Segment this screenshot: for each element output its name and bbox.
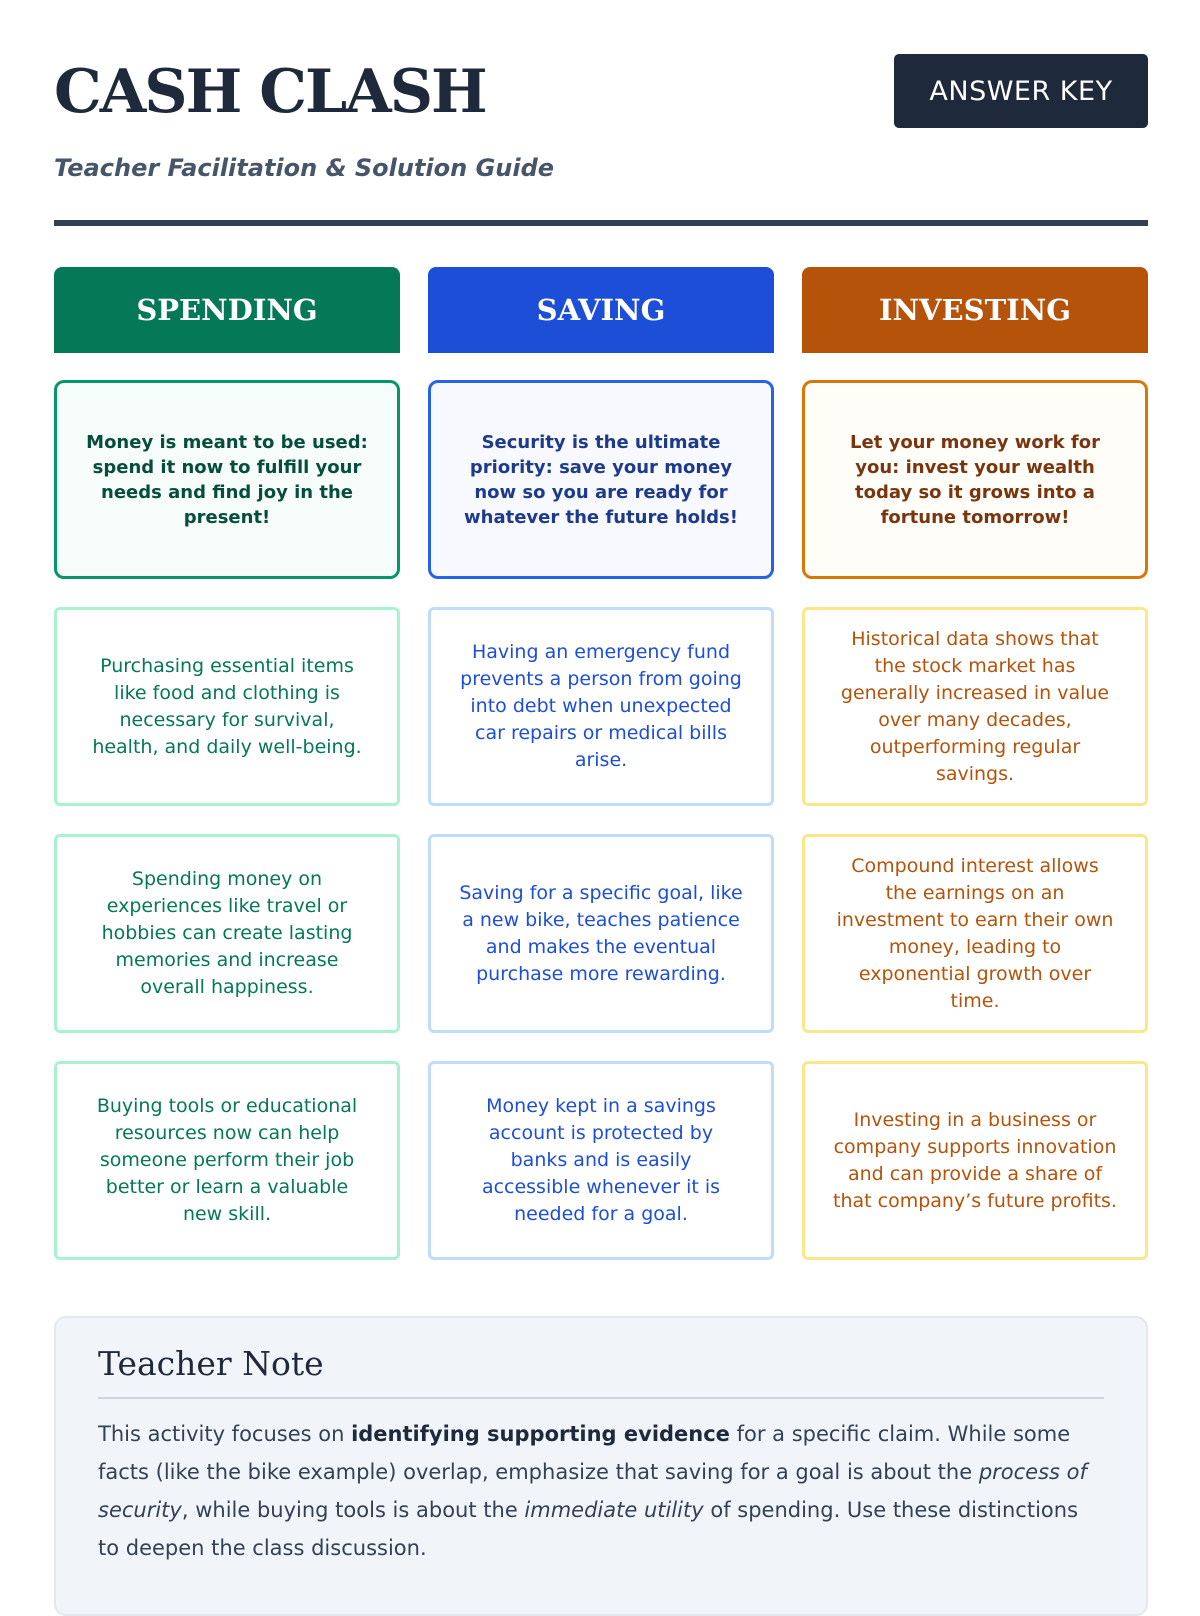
teacher-note-title: Teacher Note bbox=[98, 1344, 1104, 1399]
note-italic: process of security bbox=[98, 1460, 1087, 1522]
page-title: CASH CLASH bbox=[54, 57, 486, 127]
saving-claim-card: Security is the ultimate priority: save your money now so you are ready for whatever the future holds! bbox=[428, 380, 774, 579]
note-emphasis: identifying supporting evidence bbox=[351, 1422, 730, 1446]
header-divider bbox=[54, 220, 1148, 226]
spending-claim-card: Money is meant to be used: spend it now to fulfill your needs and find joy in the present! bbox=[54, 380, 400, 579]
note-italic: immediate utility bbox=[524, 1498, 704, 1522]
note-text: of spending. Use these distinctions to deepen the class discussion. bbox=[98, 1498, 1079, 1560]
saving-fact-card-2: Saving for a specific goal, like a new bike, teaches patience and makes the eventual purchase more rewarding. bbox=[428, 834, 774, 1033]
note-text: , while buying tools is about the bbox=[181, 1498, 525, 1522]
spending-fact-card-1: Purchasing essential items like food and clothing is necessary for survival, health, and daily well-being. bbox=[54, 607, 400, 806]
teacher-note bbox=[54, 1316, 1148, 1616]
note-text: This activity focuses on bbox=[98, 1422, 352, 1446]
investing-fact-card-2: Compound interest allows the earnings on an investment to earn their own money, leading to exponential growth over time. bbox=[802, 834, 1148, 1033]
teacher-note-body bbox=[98, 1415, 1104, 1567]
page-header bbox=[54, 0, 1148, 228]
investing-fact-card-3: Investing in a business or company supports innovation and can provide a share of that company’s future profits. bbox=[802, 1061, 1148, 1260]
answer-key-page bbox=[54, 0, 1148, 1560]
claims-grid bbox=[54, 267, 1148, 1288]
saving-header: SAVING bbox=[428, 267, 774, 353]
spending-fact-card-3: Buying tools or educational resources now can help someone perform their job better or learn a valuable new skill. bbox=[54, 1061, 400, 1260]
spending-header: SPENDING bbox=[54, 267, 400, 353]
saving-fact-card-1: Having an emergency fund prevents a person from going into debt when unexpected car repairs or medical bills arise. bbox=[428, 607, 774, 806]
investing-claim-card: Let your money work for you: invest your wealth today so it grows into a fortune tomorrow! bbox=[802, 380, 1148, 579]
saving-column bbox=[428, 267, 774, 1288]
investing-header: INVESTING bbox=[802, 267, 1148, 353]
investing-fact-card-1: Historical data shows that the stock market has generally increased in value over many decades, outperforming regular savings. bbox=[802, 607, 1148, 806]
answer-key-badge[interactable]: ANSWER KEY bbox=[894, 54, 1148, 128]
investing-column bbox=[802, 267, 1148, 1288]
saving-fact-card-3: Money kept in a savings account is protected by banks and is easily accessible whenever it is needed for a goal. bbox=[428, 1061, 774, 1260]
spending-fact-card-2: Spending money on experiences like travel or hobbies can create lasting memories and increase overall happiness. bbox=[54, 834, 400, 1033]
page-subtitle: Teacher Facilitation & Solution Guide bbox=[54, 154, 555, 182]
note-text: for a specific claim. While some facts (like the bike example) overlap, emphasize that saving for a goal is about the bbox=[98, 1422, 1071, 1484]
spending-column bbox=[54, 267, 400, 1288]
